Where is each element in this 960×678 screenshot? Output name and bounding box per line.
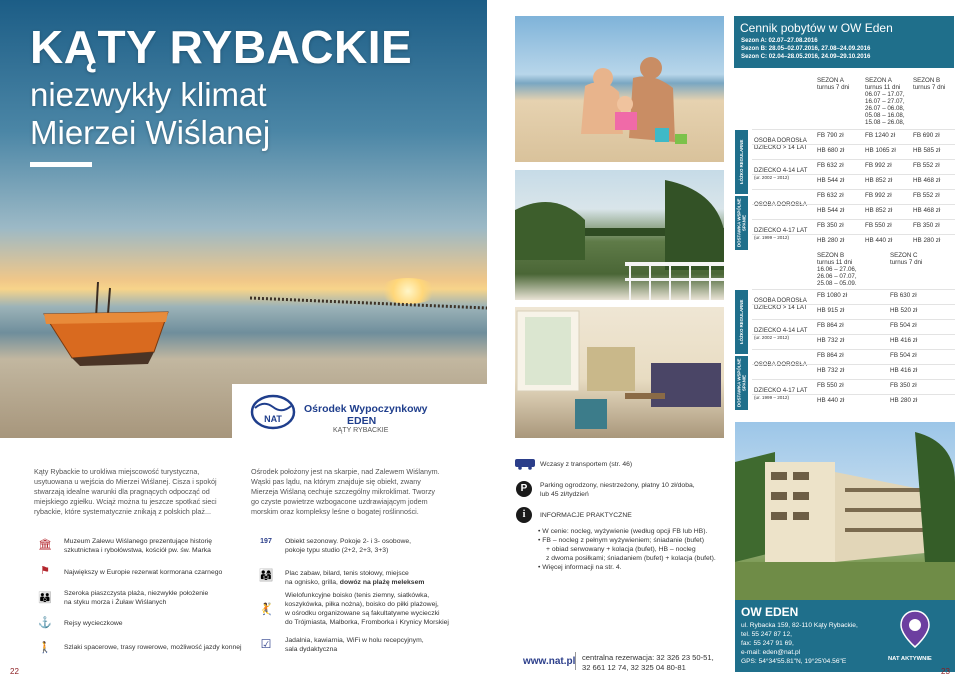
- price-cell: HB 852 zł: [865, 207, 893, 214]
- season-sub: turnus 7 dni: [817, 84, 850, 91]
- practical-bullet: W cenie: nocleg, wyżywienie (według opcji FB lub HB).: [542, 528, 708, 535]
- feature-line: w ośrodku organizowane są fakultatywne wycieczki: [285, 610, 440, 617]
- price-cell: FB 864 zł: [817, 352, 844, 359]
- intro-left-line: miejskiego zgiełku. Wciąż można tu jeszcze spotkać sieci: [34, 497, 217, 506]
- beach-family-photo: [515, 16, 724, 162]
- intro-right-line: Mierzeja Wiślaną cechuje szczególny mikroklimat. Tworzy: [251, 487, 436, 496]
- season-sub: turnus 7 dni: [913, 84, 946, 91]
- season-sub: 15.08 – 26.08,: [865, 119, 905, 126]
- sidebar-extra-bed-2: DOSTAWKA WSPÓLNE SPANIE: [735, 356, 748, 410]
- price-cell: FB 350 zł: [913, 222, 940, 229]
- price-cell: HB 544 zł: [817, 207, 845, 214]
- price-cell: FB 632 zł: [817, 192, 844, 199]
- feature-line: Szeroka piaszczysta plaża, niezwykłe położenie: [64, 590, 209, 597]
- intro-right: [251, 467, 481, 517]
- row-label-sub: (ur. 1999 – 2012): [754, 235, 789, 240]
- price-cell: HB 280 zł: [913, 237, 941, 244]
- table-row-divider: [752, 394, 955, 395]
- nat-logo-text: NAT: [264, 414, 282, 424]
- table1-row-adult: OSOBA DOROSŁA: [754, 201, 807, 208]
- price-cell: HB 732 zł: [817, 337, 845, 344]
- signpost-icon: ⚑: [40, 565, 50, 577]
- feature-line: sala dydaktyczna: [285, 646, 338, 653]
- hero-subtitle-2: Mierzei Wiślanej: [30, 114, 271, 151]
- table-row-divider: [752, 234, 955, 235]
- price-cell: HB 544 zł: [817, 177, 845, 184]
- table-row-divider: [752, 204, 955, 205]
- eden-email[interactable]: e-mail: eden@nat.pl: [741, 649, 801, 656]
- feature-line: Szlaki spacerowe, trasy rowerowe, możliwość jazdy konnej: [64, 644, 242, 651]
- feature-line: Jadalnia, kawiarnia, WiFi w holu recepcyjnym,: [285, 637, 424, 644]
- table-row-divider: [752, 129, 955, 130]
- season-name: SEZON A: [865, 77, 892, 84]
- price-cell: FB 992 zł: [865, 192, 892, 199]
- season-b-dates: Sezon B: 28.05–02.07.2016, 27.08–24.09.2016: [741, 45, 871, 52]
- price-cell: HB 280 zł: [890, 397, 918, 404]
- row-label: DZIECKO 4-14 LAT: [754, 327, 808, 334]
- reservation-line: 32 661 12 74, 32 325 04 80-81: [582, 663, 686, 672]
- sports-icon: 🤾: [258, 602, 274, 616]
- price-cell: FB 1240 zł: [865, 132, 896, 139]
- feature-line: szkutnictwa i rybołówstwa, kościół pw. św. Marka: [64, 547, 211, 554]
- sidebar-regular-bed-2: ŁÓŻKO REGULARNE: [735, 290, 748, 354]
- table-row-divider: [752, 144, 955, 145]
- room-interior-photo: [515, 307, 724, 438]
- nat-logo-icon: [250, 394, 296, 430]
- feature-line: koszykówka, piłka nożna), boisko do piłki plażowej,: [285, 601, 439, 608]
- price-cell: FB 630 zł: [890, 292, 917, 299]
- practical-bullet: + obiad serwowany + kolacja (bufet), HB – nocleg: [546, 546, 696, 553]
- museum-icon: 🏛: [38, 539, 52, 551]
- price-cell: HB 416 zł: [890, 337, 918, 344]
- feature-line: Muzeum Zalewu Wiślanego prezentujące historię: [64, 538, 213, 545]
- table-row-divider: [752, 379, 955, 380]
- feature-rooms: [285, 537, 411, 555]
- feature-beach: [64, 589, 208, 607]
- practical-bullet: Więcej informacji na str. 4.: [542, 564, 622, 571]
- parking-icon: P: [516, 481, 532, 497]
- feature-reserve: [64, 568, 222, 577]
- row-label: DZIECKO > 14 LAT: [754, 304, 808, 311]
- family-icon: 👪: [38, 592, 52, 604]
- building-number-icon: 197: [260, 538, 272, 545]
- feature-line: pokoje typu studio (2+2, 2+3, 3+3): [285, 547, 389, 554]
- feature-line: na ognisko, grilla,: [285, 579, 338, 586]
- season-sub: 26.07 – 06.08,: [865, 105, 905, 112]
- feature-line: Obiekt sezonowy. Pokoje 2- i 3- osobowe,: [285, 538, 412, 545]
- bus-icon: [514, 458, 536, 470]
- table-row-divider: [752, 304, 955, 305]
- practical-bullet: FB – nocleg z pełnym wyżywieniem; śniadanie (bufet): [542, 537, 704, 544]
- table2-head-season-c-7: [890, 252, 950, 266]
- table2-row-adult: OSOBA DOROSŁA: [754, 361, 807, 368]
- sidebar-regular-bed: ŁÓŻKO REGULARNE: [735, 130, 748, 194]
- row-label: DZIECKO > 14 LAT: [754, 144, 808, 151]
- table-row-divider: [752, 219, 955, 220]
- intro-right-line: Wąski pas lądu, na którym znajduje się obiekt, zwany: [251, 477, 421, 486]
- row-label: OSOBA DOROSŁA: [754, 297, 807, 304]
- season-sub: 05.08 – 16.08,: [865, 112, 905, 119]
- checklist-icon: ☑: [260, 637, 272, 651]
- season-sub: 25.08 – 05.09.: [817, 280, 857, 287]
- logo-line-3: KĄTY RYBACKIE: [333, 427, 389, 434]
- price-cell: HB 732 zł: [817, 367, 845, 374]
- season-sub: 16.06 – 27.06,: [817, 266, 857, 273]
- hero-subtitle-1: niezwykły klimat: [30, 76, 267, 113]
- logo-line-1: Ośrodek Wypoczynkowy: [304, 403, 428, 415]
- table-row-divider: [752, 189, 955, 190]
- price-cell: FB 864 zł: [817, 322, 844, 329]
- page-number-left: 22: [10, 667, 19, 676]
- price-cell: HB 852 zł: [865, 177, 893, 184]
- sidebar-extra-bed: DOSTAWKA WSPÓLNE SPANIE: [735, 196, 748, 250]
- intro-left-line: rybackie, które systematycznie znikają z polskich plaż...: [34, 507, 211, 516]
- price-cell: FB 992 zł: [865, 162, 892, 169]
- info-icon: i: [516, 507, 532, 523]
- price-cell: HB 1065 zł: [865, 147, 896, 154]
- table-row-divider: [752, 174, 955, 175]
- intro-right-line: go czyste powietrze wzbogacone uzdrawiającym jodem: [251, 497, 428, 506]
- logo-line-2: EDEN: [347, 415, 377, 427]
- feature-line: Największy w Europie rezerwat kormorana czarnego: [64, 569, 223, 576]
- parking-line: lub 45 zł/tydzień: [540, 491, 589, 498]
- footer-divider: [575, 652, 576, 670]
- price-cell: HB 468 zł: [913, 207, 941, 214]
- season-c-dates: Sezon C: 02.04–28.05.2016, 24.09–29.10.2016: [741, 53, 871, 60]
- season-name: SEZON B: [913, 77, 941, 84]
- website-link[interactable]: www.nat.pl: [523, 656, 576, 667]
- feature-dining: [285, 636, 424, 654]
- price-cell: FB 350 zł: [890, 382, 917, 389]
- reservation-info: [582, 653, 714, 673]
- hero-title: KĄTY RYBACKIE: [30, 21, 413, 73]
- price-cell: HB 416 zł: [890, 367, 918, 374]
- feature-line: Wielofunkcyjne boisko (tenis ziemny, siatkówka,: [285, 592, 430, 599]
- eden-title: OW EDEN: [741, 605, 799, 619]
- price-cell: HB 440 zł: [865, 237, 893, 244]
- intro-left-line: Kąty Rybackie to urokliwa miejscowość turystyczna,: [34, 467, 200, 476]
- season-name: SEZON A: [817, 77, 844, 84]
- season-name: SEZON B: [817, 252, 845, 259]
- eden-gps: GPS: 54°34'55.81"N, 19°25'04.56"E: [741, 658, 847, 665]
- practical-list: • W cenie: nocleg, wyżywienie (według opcji FB lub HB). • FB – nocleg z pełnym wyżywieniem; śniadanie (bufet) + obiad serwowany + kolacja (bufet), HB – nocleg z dwoma posiłkami; śniadaniem (bufet) + kolacja (bufet). • Więcej informacji na str. 4.: [538, 527, 732, 572]
- price-cell: FB 790 zł: [817, 132, 844, 139]
- feature-museum: [64, 537, 212, 555]
- price-cell: HB 915 zł: [817, 307, 845, 314]
- row-label-sub: (ur. 2002 – 2012): [754, 175, 789, 180]
- building-illustration: [735, 422, 955, 600]
- price-cell: HB 468 zł: [913, 177, 941, 184]
- parking-info: [540, 481, 695, 499]
- table1-head-season-a-11: [865, 77, 909, 126]
- page-number-right: 23: [941, 667, 950, 676]
- table-row-divider: [752, 364, 955, 365]
- row-label-sub: (ur. 2002 – 2012): [754, 335, 789, 340]
- table-row-divider: [752, 334, 955, 335]
- eden-address: ul. Rybacka 159, 82-110 Kąty Rybackie,: [741, 622, 858, 629]
- price-cell: HB 585 zł: [913, 147, 941, 154]
- intro-right-line: morskim oraz kompleksy leśne o bogatej roślinności.: [251, 507, 419, 516]
- price-cell: FB 550 zł: [817, 382, 844, 389]
- table-row-divider: [752, 289, 955, 290]
- intro-left-line: stwarzają idealne warunki dla pragnących odpocząć od: [34, 487, 210, 496]
- practical-bullet: z dwoma posiłkami; śniadaniem (bufet) + kolacja (bufet).: [546, 555, 716, 562]
- intro-left: [34, 467, 242, 517]
- feature-line: Rejsy wycieczkowe: [64, 620, 123, 627]
- price-cell: HB 520 zł: [890, 307, 918, 314]
- price-cell: FB 632 zł: [817, 162, 844, 169]
- season-a-dates: Sezon A: 02.07–27.08.2016: [741, 37, 818, 44]
- room-illustration: [515, 307, 724, 438]
- eden-fax: fax: 55 247 91 69,: [741, 640, 794, 647]
- feature-sports: [285, 591, 449, 627]
- intro-right-line: Ośrodek położony jest na skarpie, nad Zalewem Wiślanym.: [251, 467, 440, 476]
- price-cell: FB 552 zł: [913, 162, 940, 169]
- parking-line: Parking ogrodzony, niestrzeżony, płatny 10 zł/doba,: [540, 482, 695, 489]
- hero-divider: [30, 162, 92, 167]
- feature-trails: [64, 643, 242, 652]
- price-cell: FB 550 zł: [865, 222, 892, 229]
- season-sub: 26.06 – 07.07,: [817, 273, 857, 280]
- feature-line: Plac zabaw, bilard, tenis stołowy, miejsce: [285, 570, 409, 577]
- anchor-icon: ⚓: [38, 617, 52, 629]
- hiking-icon: 🚶: [38, 642, 52, 654]
- fishing-boat: [36, 278, 176, 368]
- season-sub: 16.07 – 27.07,: [865, 98, 905, 105]
- season-sub: turnus 11 dni: [817, 259, 853, 266]
- map-pin-icon: [898, 609, 932, 649]
- table1-head-season-a-7: [817, 77, 861, 91]
- row-label-sub: (ur. 1999 – 2012): [754, 395, 789, 400]
- transport-info: Wczasy z transportem (str. 46): [540, 461, 633, 468]
- intro-left-line: usytuowana u wejścia do Mierzei Wiślanej. Cisza i spokój: [34, 477, 217, 486]
- playground-icon: 👨‍👩‍👧: [258, 568, 274, 582]
- row-label: OSOBA DOROSŁA: [754, 137, 807, 144]
- terrace-view-photo: [515, 170, 724, 300]
- breakwater-posts: [250, 296, 487, 310]
- eden-tel: tel. 55 247 87 12,: [741, 631, 792, 638]
- price-cell: FB 350 zł: [817, 222, 844, 229]
- row-label: DZIECKO 4-17 LAT: [754, 227, 808, 234]
- price-cell: FB 504 zł: [890, 352, 917, 359]
- table-row-divider: [752, 319, 955, 320]
- feature-line: na styku morza i Żuław Wiślanych: [64, 599, 167, 606]
- table-row-divider: [752, 349, 955, 350]
- table1-head-season-b-7: [913, 77, 957, 91]
- price-cell: FB 552 zł: [913, 192, 940, 199]
- row-label: DZIECKO 4-17 LAT: [754, 387, 808, 394]
- price-cell: HB 680 zł: [817, 147, 845, 154]
- feature-cruises: [64, 619, 123, 628]
- season-sub: 06.07 – 17.07,: [865, 91, 905, 98]
- family-illustration: [515, 16, 724, 162]
- terrace-illustration: [515, 170, 724, 300]
- season-sub: turnus 7 dni: [890, 259, 923, 266]
- feature-bold-tail: dowóz na plażę meleksem: [339, 579, 425, 586]
- table2-head-season-b-11: [817, 252, 877, 287]
- price-title: Cennik pobytów w OW Eden: [740, 21, 893, 35]
- feature-line: do Trójmiasta, Malborka, Fromborka i Krynicy Morskiej: [285, 619, 449, 626]
- row-label: DZIECKO 4-14 LAT: [754, 167, 808, 174]
- table-row-divider: [752, 159, 955, 160]
- season-name: SEZON C: [890, 252, 918, 259]
- nat-aktywnie-badge: NAT AKTYWNIE: [888, 656, 932, 662]
- price-cell: FB 504 zł: [890, 322, 917, 329]
- building-photo: [735, 422, 955, 600]
- reservation-line: centralna rezerwacja: 32 326 23 50-51,: [582, 653, 714, 662]
- price-cell: FB 690 zł: [913, 132, 940, 139]
- practical-title: INFORMACJE PRAKTYCZNE: [540, 512, 632, 519]
- price-cell: HB 440 zł: [817, 397, 845, 404]
- price-cell: HB 280 zł: [817, 237, 845, 244]
- feature-playground: [285, 569, 424, 587]
- price-cell: FB 1080 zł: [817, 292, 848, 299]
- season-sub: turnus 11 dni: [865, 84, 901, 91]
